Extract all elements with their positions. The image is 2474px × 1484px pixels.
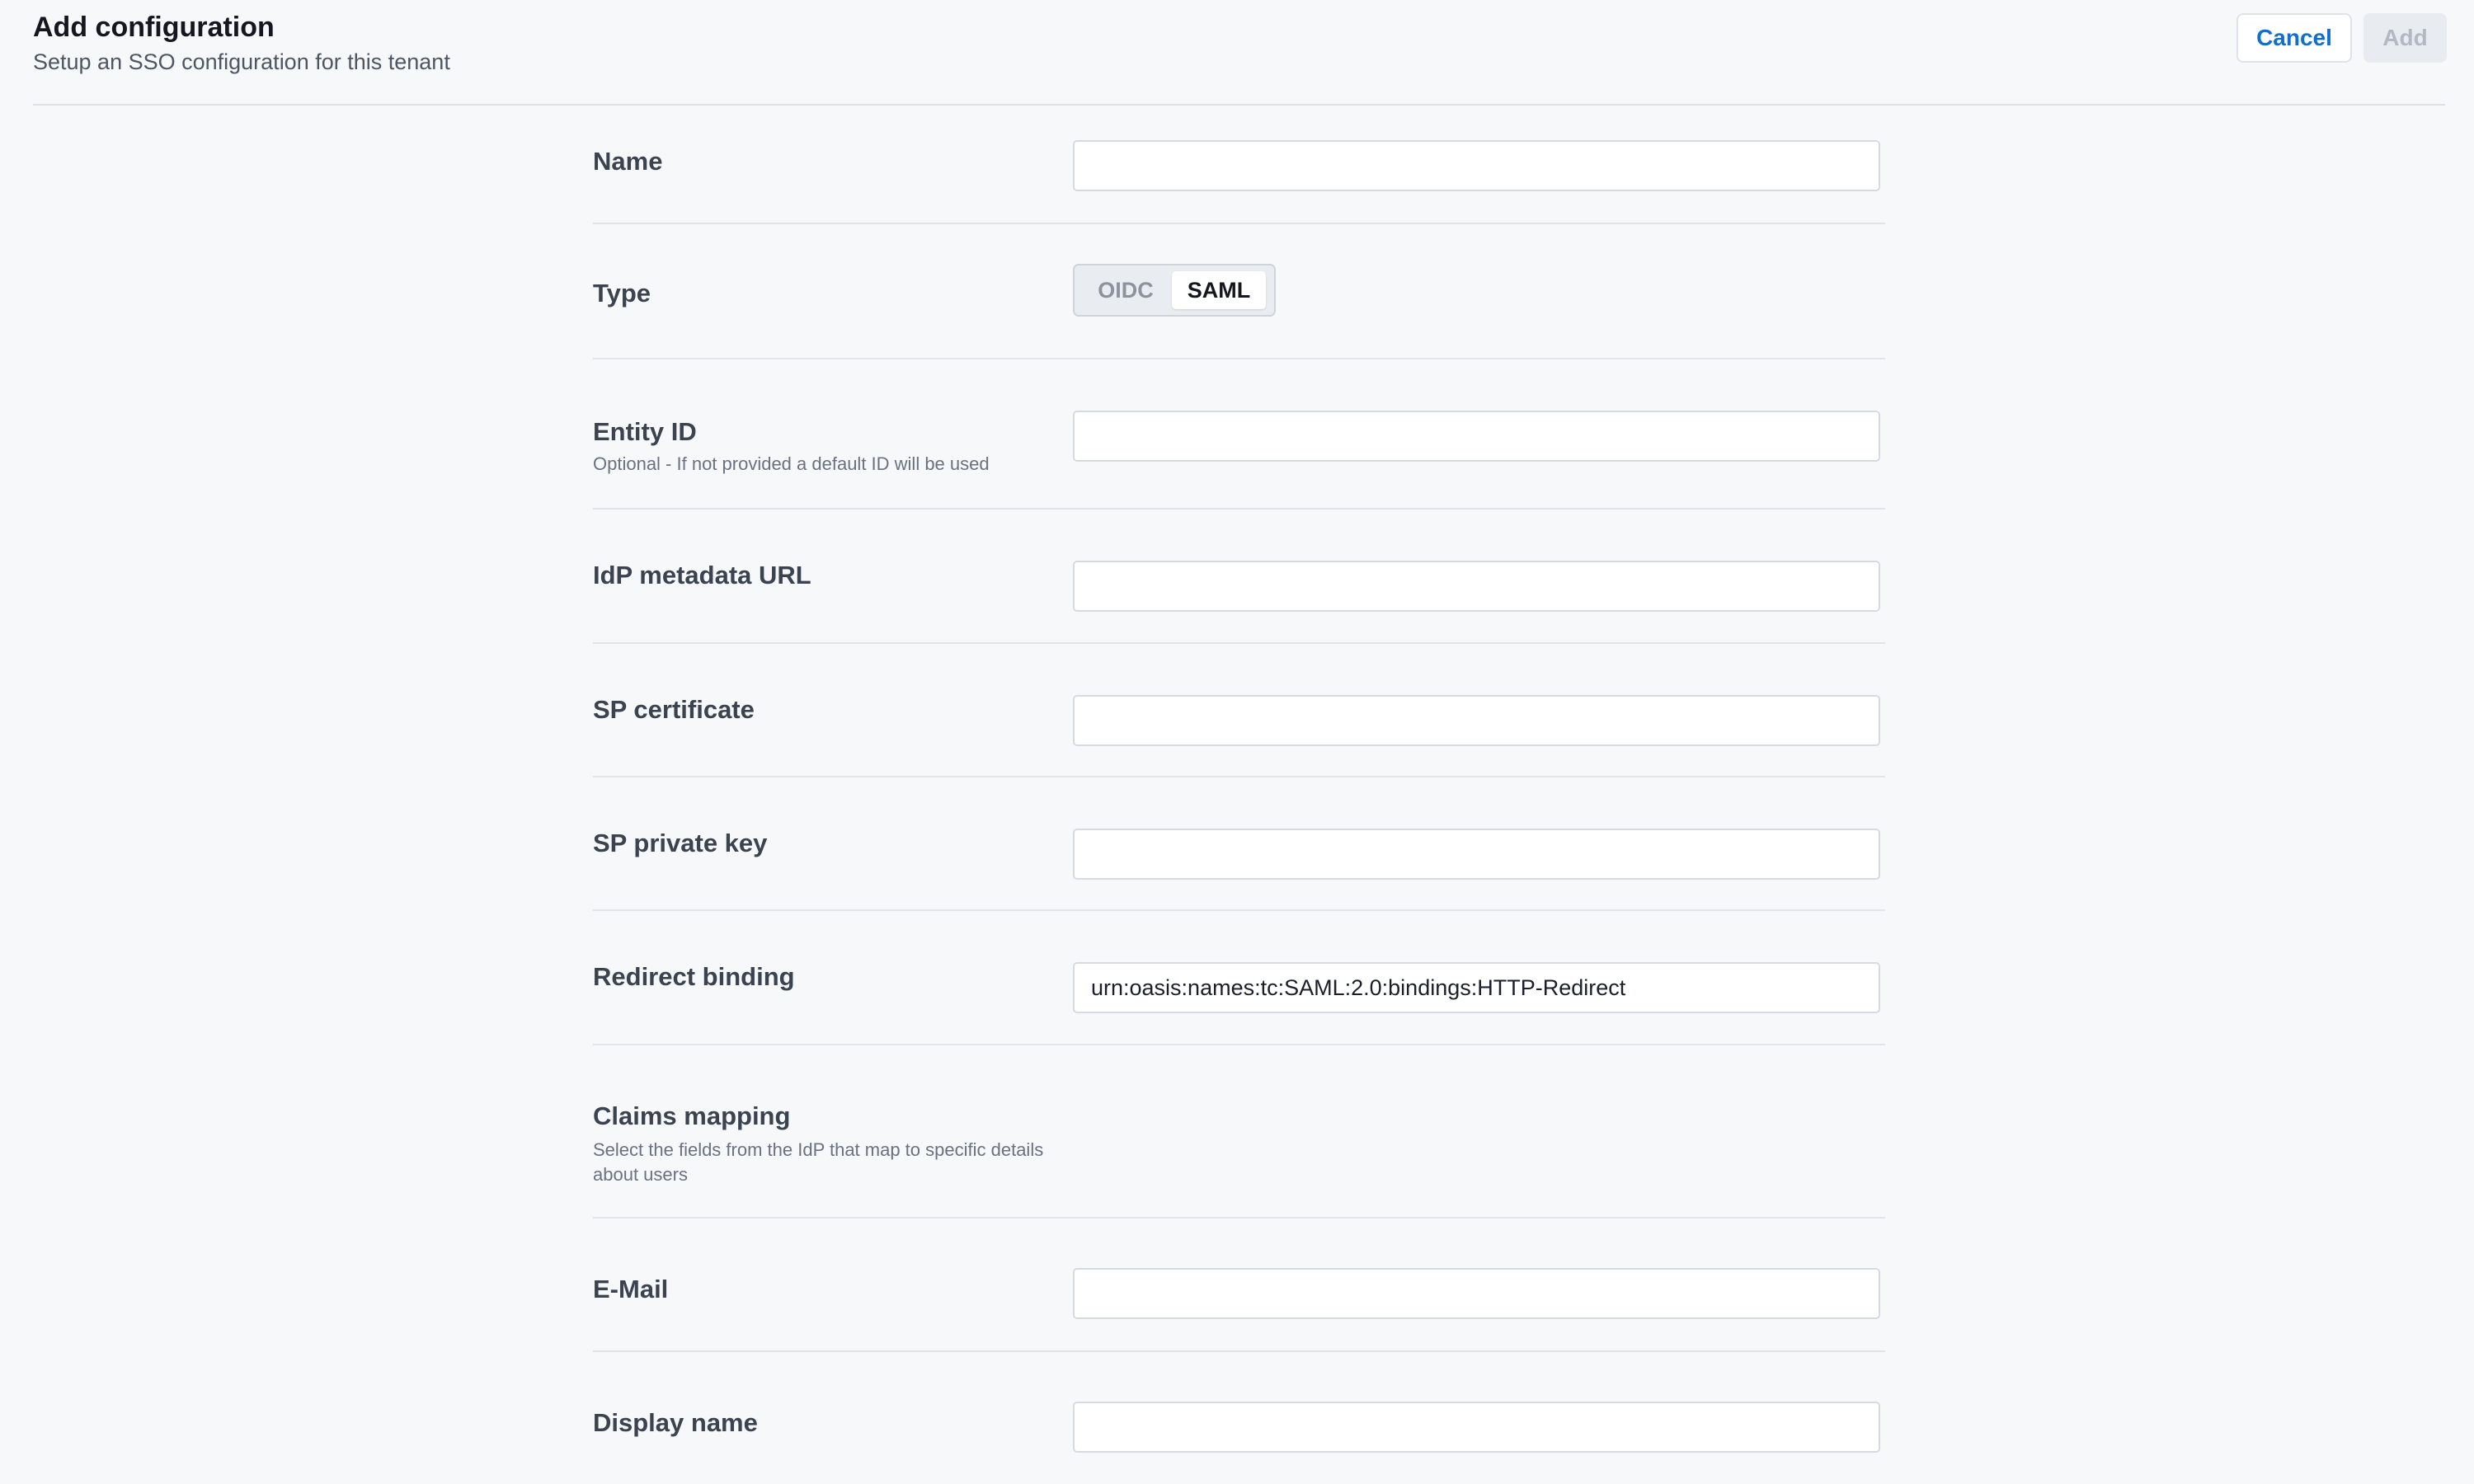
entity-id-hint: Optional - If not provided a default ID will be used: [593, 453, 990, 474]
type-label: Type: [593, 279, 651, 308]
idp-metadata-url-label: IdP metadata URL: [593, 561, 811, 589]
type-option-saml[interactable]: SAML: [1172, 271, 1266, 309]
entity-id-label: Entity ID: [593, 417, 697, 446]
sp-certificate-label: SP certificate: [593, 695, 755, 724]
name-input[interactable]: [1073, 140, 1880, 191]
redirect-binding-label: Redirect binding: [593, 962, 795, 991]
form-row-idp-metadata-url: [593, 510, 1885, 644]
display-name-input[interactable]: [1073, 1402, 1880, 1453]
form-row-name: [593, 104, 1885, 224]
email-input[interactable]: [1073, 1268, 1880, 1319]
claims-mapping-label: Claims mapping: [593, 1101, 791, 1130]
form-row-display-name: [593, 1352, 1885, 1484]
claims-mapping-hint: Select the fields from the IdP that map to specific details about users: [593, 1139, 1044, 1185]
sp-certificate-input[interactable]: [1073, 695, 1880, 746]
page-header: [33, 0, 2445, 106]
form-row-sp-private-key: [593, 777, 1885, 911]
page-title: Add configuration: [33, 12, 275, 43]
type-segmented-control: [1073, 264, 1276, 317]
cancel-button[interactable]: Cancel: [2236, 13, 2352, 63]
idp-metadata-url-input[interactable]: [1073, 561, 1880, 612]
form-row-type: [593, 224, 1885, 359]
sp-private-key-label: SP private key: [593, 829, 768, 857]
add-button[interactable]: Add: [2363, 13, 2447, 63]
entity-id-input[interactable]: [1073, 411, 1880, 462]
name-label: Name: [593, 147, 663, 176]
email-label: E-Mail: [593, 1275, 669, 1303]
form-row-sp-certificate: [593, 644, 1885, 777]
sp-private-key-input[interactable]: [1073, 829, 1880, 880]
form-row-redirect-binding: [593, 911, 1885, 1045]
sso-configuration-form: [593, 104, 1885, 1484]
form-row-email: [593, 1219, 1885, 1352]
display-name-label: Display name: [593, 1408, 758, 1437]
type-option-oidc[interactable]: OIDC: [1098, 277, 1154, 303]
page-subtitle: Setup an SSO configuration for this tenant: [33, 49, 450, 74]
form-row-claims-mapping: [593, 1045, 1885, 1219]
form-row-entity-id: [593, 359, 1885, 510]
redirect-binding-input[interactable]: [1073, 962, 1880, 1013]
